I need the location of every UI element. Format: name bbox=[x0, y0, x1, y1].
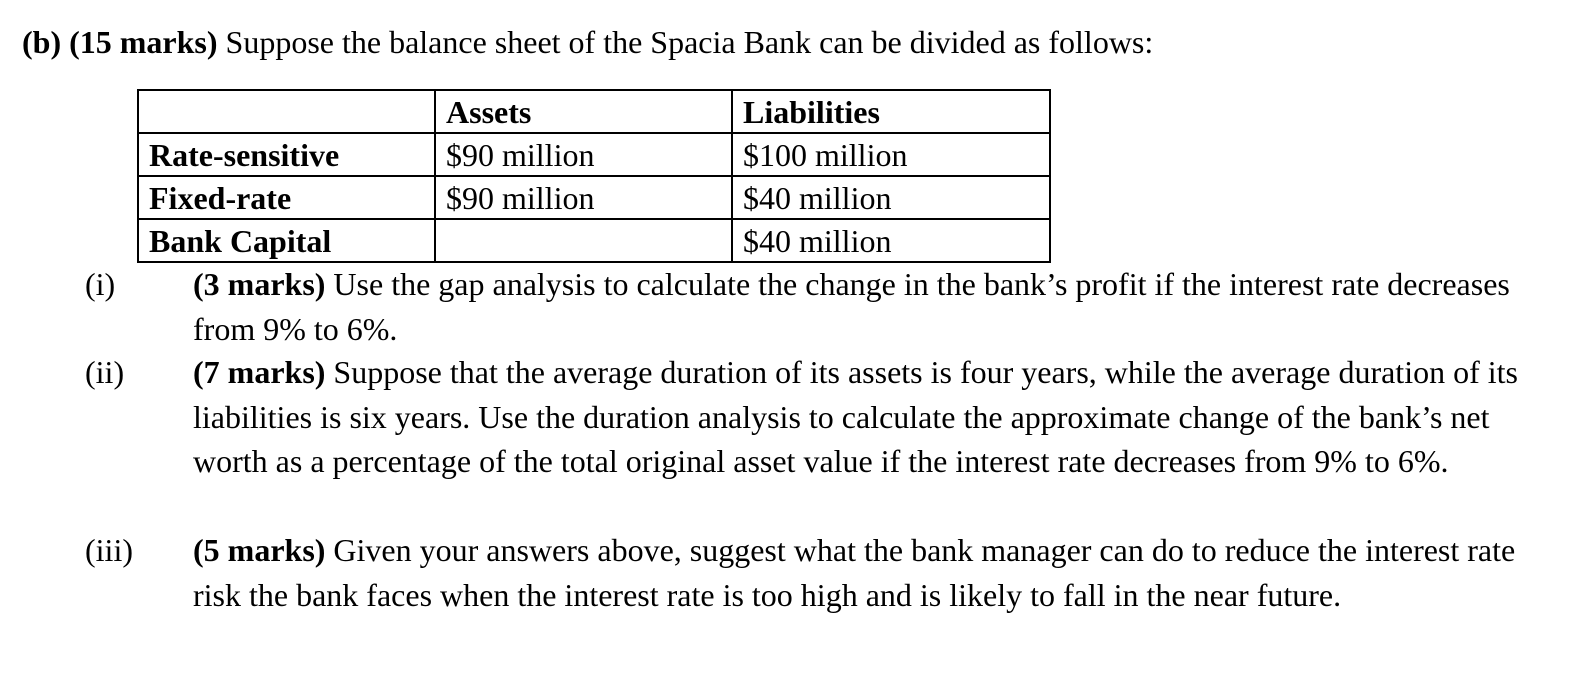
table-header-row bbox=[138, 90, 1050, 133]
cell-bank-capital-assets bbox=[435, 219, 732, 262]
table-header-assets: Assets bbox=[435, 90, 732, 133]
question-text: Use the gap analysis to calculate the change in the bank’s profit if the interest rate decreases from 9% to 6%. bbox=[193, 266, 1510, 347]
heading-marks-label: (b) (15 marks) bbox=[22, 24, 218, 60]
table-header-empty bbox=[138, 90, 435, 133]
cell-fixed-rate-assets: $90 million bbox=[435, 176, 732, 219]
cell-rate-sensitive-assets: $90 million bbox=[435, 133, 732, 176]
question-number: (ii) bbox=[85, 354, 125, 390]
question-text: Given your answers above, suggest what the bank manager can do to reduce the interest rate risk the bank faces when the interest rate is too high and is likely to fall in the near future. bbox=[193, 532, 1516, 613]
cell-fixed-rate-liabilities: $40 million bbox=[732, 176, 1050, 219]
question-marks: (7 marks) bbox=[193, 354, 326, 390]
table-header-liabilities: Liabilities bbox=[732, 90, 1050, 133]
table-row bbox=[138, 176, 1050, 219]
cell-bank-capital-liabilities: $40 million bbox=[732, 219, 1050, 262]
cell-rate-sensitive-liabilities: $100 million bbox=[732, 133, 1050, 176]
table-row bbox=[138, 133, 1050, 176]
question-body bbox=[193, 350, 1533, 484]
question-number: (i) bbox=[85, 266, 116, 302]
balance-sheet-table bbox=[137, 89, 1051, 263]
row-label-bank-capital: Bank Capital bbox=[138, 219, 435, 262]
question-text: Suppose that the average duration of its assets is four years, while the average duration of its liabilities is six years. Use the duration analysis to calculate the approximate change of the bank’s net worth as a percentage of the total original asset value if the interest rate decreases from 9% to 6%. bbox=[193, 354, 1518, 479]
question-marks: (5 marks) bbox=[193, 532, 326, 568]
question-body bbox=[193, 528, 1533, 617]
question-body bbox=[193, 262, 1533, 351]
question-heading bbox=[22, 22, 1153, 62]
question-number: (iii) bbox=[85, 532, 133, 568]
table-row bbox=[138, 219, 1050, 262]
row-label-rate-sensitive: Rate-sensitive bbox=[138, 133, 435, 176]
row-label-fixed-rate: Fixed-rate bbox=[138, 176, 435, 219]
question-marks: (3 marks) bbox=[193, 266, 326, 302]
heading-text: Suppose the balance sheet of the Spacia Bank can be divided as follows: bbox=[217, 24, 1154, 60]
